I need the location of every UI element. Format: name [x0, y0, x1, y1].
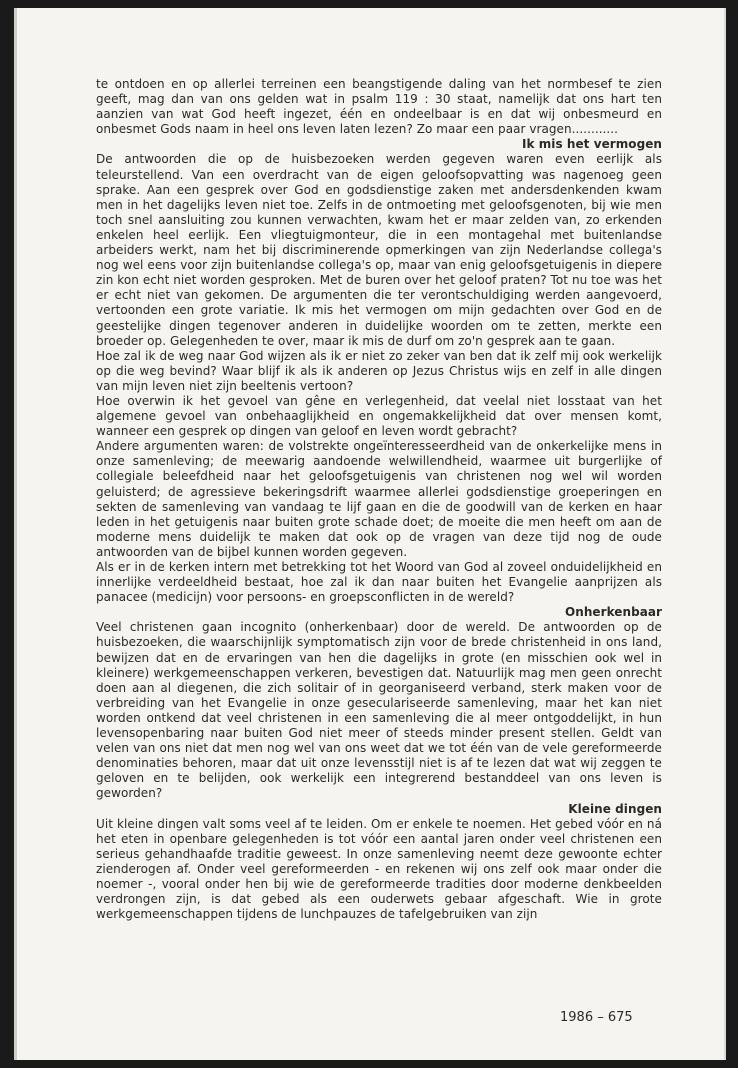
page-edge-left [14, 8, 17, 1060]
section-heading-ik-mis-het-vermogen: Ik mis het vermogen [521, 137, 662, 152]
paragraph: Andere argumenten waren: de volstrekte ongeïnteresseerdheid van de onkerkelijke mens in onze samenleving; de meewarig aandoende welwillendheid, waarmee uit burgerlijke of collegiale beleefdheid naar het geloofsgetuigenis van christenen nog wel wil worden geluisterd; de agressieve bekeringsdrift waarmee allerlei godsdienstige groeperingen en sekten de samenleving van vandaag te lijf gaan en die de goodwill van de kerken en haar leden in het getuigenis naar buiten grote schade doet; de moeite die men heeft om aan de moderne mens duidelijk te maken dat ook op de vragen van deze tijd nog de oude antwoorden van de bijbel kunnen worden gegeven. [96, 439, 662, 559]
article-body [96, 77, 662, 922]
page-number: 1986 – 675 [560, 1010, 633, 1025]
paragraph: Uit kleine dingen valt soms veel af te leiden. Om er enkele te noemen. Het gebed vóór en ná het eten in openbare gelegenheden is tot vóór een aantal jaren onder veel christenen een serieus gehandhaafde traditie geweest. In onze samenleving neemt deze gewoonte echter zienderogen af. Onder veel gereformeerden - en rekenen wij ons zelf ook maar onder die noemer -, vooral onder hen bij wie de gereformeerde tradities door moderne denkbeelden verdrongen zijn, is dat gebed als een ouderwets gebaar afgeschaft. Wie in grote werkgemeenschappen tijdens de lunchpauzes de tafelgebruiken van zijn [96, 816, 662, 922]
paragraph-intro: te ontdoen en op allerlei terreinen een beangstigende daling van het normbesef te zien geeft, mag dan van ons gelden wat in psalm 119 : 30 staat, namelijk dat ons hart ten aanzien van wat God heeft ingezet, één en ondeelbaar is en dat wij onbesmeurd en onbesmet Gods naam in heel ons leven laten lezen? Zo maar een paar vragen............ [96, 77, 662, 137]
paragraph: Hoe zal ik de weg naar God wijzen als ik er niet zo zeker van ben dat ik zelf mij ook werkelijk op die weg bevind? Waar blijf ik als ik anderen op Jezus Christus wijs en zelf in alle dingen van mijn leven niet zijn beeltenis vertoon? [96, 348, 662, 393]
scanned-page [14, 8, 726, 1060]
paragraph: Als er in de kerken intern met betrekking tot het Woord van God al zoveel onduidelijkheid en innerlijke verdeeldheid bestaat, hoe zal ik dan naar buiten het Evangelie aanprijzen als panacee (medicijn) voor persoons- en groepsconflicten in de wereld? [96, 560, 662, 605]
section-heading-onherkenbaar: Onherkenbaar [565, 605, 662, 620]
paragraph: Veel christenen gaan incognito (onherkenbaar) door de wereld. De antwoorden op de huisbezoeken, die waarschijnlijk symptomatisch zijn voor de brede christenheid in ons land, bewijzen dat en de ervaringen van hen die dagelijks in grote (en misschien ook wel in kleinere) werkgemeenschappen verkeren, bevestigen dat. Natuurlijk mag men geen onrecht doen aan al diegenen, die zich solitair of in georganiseerd verband, sterk maken voor de verbreiding van het Evangelie in onze geseculariseerde samenleving, maar het kan niet worden ontkend dat veel christenen in een samenleving die al meer ontgoddelijkt, in hun levensopenbaring naar buiten God niet meer of steeds minder present stellen. Geldt van velen van ons niet dat men nog wel van ons weet dat we tot één van de vele gereformeerde denominaties behoren, maar dat uit onze levensstijl niet is af te lezen dat wat wij zeggen te geloven en te belijden, ook werkelijk een integrerend bestanddeel van ons leven is geworden? [96, 620, 662, 801]
paragraph: De antwoorden die op de huisbezoeken werden gegeven waren even eerlijk als teleurstellend. Van een overdracht van de eigen geloofsopvatting was nagenoeg geen sprake. Aan een gesprek over God en godsdienstige zaken met andersdenkenden kwam men in het dagelijks leven niet toe. Zelfs in de ontmoeting met geloofsgenoten, bij wie men toch snel aansluiting zou kunnen verwachten, kwam het er maar zelden van, zo erkenden enkelen heel eerlijk. Een vliegtuigmonteur, die in een montagehal met buitenlandse arbeiders werkt, nam het bij discriminerende opmerkingen van zijn Nederlandse collega's nog wel eens voor zijn buitenlandse collega's op, maar van enig geloofsgetuigenis in diepere zin kon echt niet worden gesproken. Met de buren over het geloof praten? Tot nu toe was het er echt niet van gekomen. De argumenten die ter verontschuldiging werden aangevoerd, vertoonden een grote variatie. Ik mis het vermogen om mijn gedachten over God en de geestelijke dingen tegenover anderen in duidelijke woorden om te zetten, merkte een broeder op. Gelegenheden te over, maar ik mis de durf om zo'n gesprek aan te gaan. [96, 152, 662, 348]
page-edge-right [724, 8, 726, 1060]
paragraph: Hoe overwin ik het gevoel van gêne en verlegenheid, dat veelal niet losstaat van het algemene gevoel van onbehaaglijkheid en ongemakkelijkheid dat over mensen komt, wanneer een gesprek op dingen van geloof en leven wordt gebracht? [96, 393, 662, 439]
section-heading-kleine-dingen: Kleine dingen [568, 801, 662, 816]
